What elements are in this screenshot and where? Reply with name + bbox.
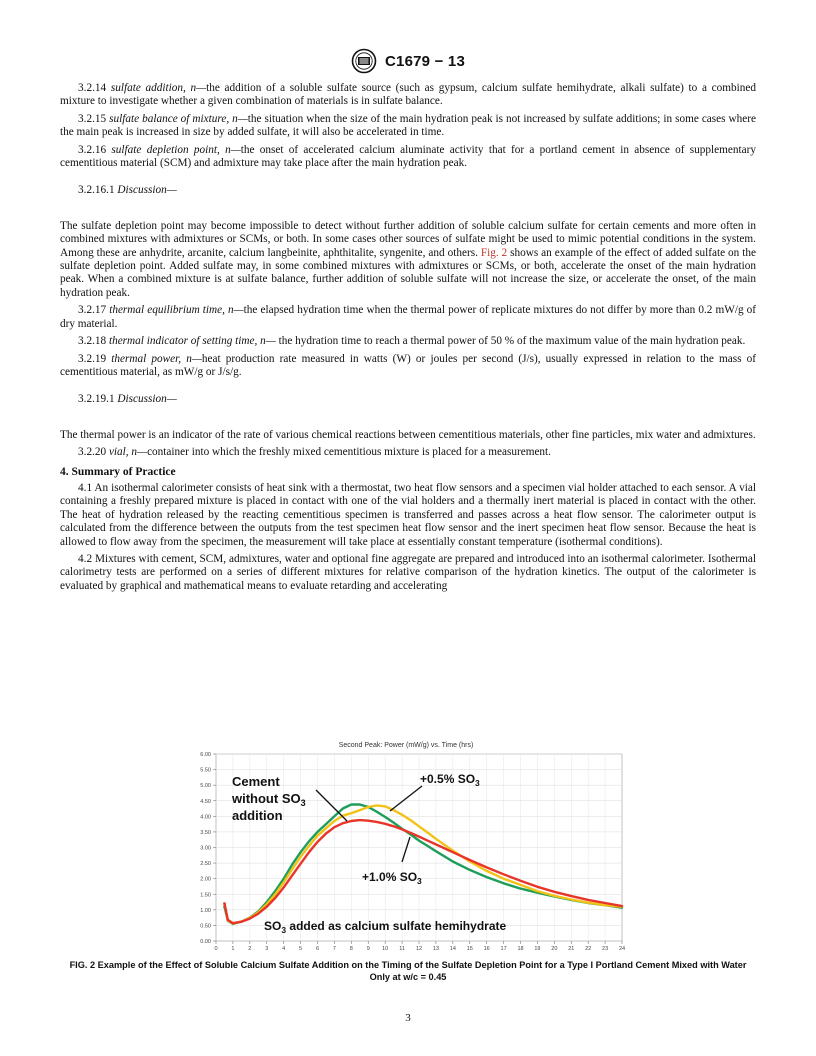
y-tick-label: 1.50 [200, 892, 211, 899]
section-3-2-16-1: 3.2.16.1 Discussion— [78, 184, 177, 197]
section-4-1: 4.1 An isothermal calorimeter consists of heat sink with a thermostat, two heat flow sensors and a specimen vial holder attached to each sensor. A vial containing a freshly prepared mixture is placed in contact with one of the vial holders and a thermally inert material is placed in contact with the other. The heat of hydration released by the reacting cementitious specimen is transferred and passes across a heat flow sensor. The calorimeter output is calculated from the difference between the outputs from the test specimen heat flow sensor and the inert specimen heat flow sensor. Because the heat is allowed to flow away from the specimen, the measurement will take place at essentially constant temperature (isothermal conditions). [60, 481, 756, 548]
x-tick-label: 14 [449, 946, 456, 952]
section-3-2-20: 3.2.20 vial, n—container into which the freshly mixed cementitious mixture is placed for a measurement. [78, 446, 551, 459]
x-tick-label: 22 [585, 946, 592, 952]
x-tick-label: 10 [382, 946, 389, 952]
annotation-cement-line-3: addition [232, 808, 283, 823]
y-tick-label: 4.00 [200, 814, 211, 821]
y-tick-label: 2.50 [200, 861, 211, 868]
figure-2-caption: FIG. 2 Example of the Effect of Soluble Calcium Sulfate Addition on the Timing of the Sulfate Depletion Point for a Type I Portland Cement Mixed with Water Only at w/c = 0.45 [69, 960, 747, 982]
x-tick-label: 24 [618, 946, 626, 952]
x-tick-label: 7 [332, 946, 336, 952]
x-tick-label: 23 [602, 946, 609, 952]
section-3-2-19: 3.2.19 thermal power, n—heat production rate measured in watts (W) or joules per second (J/s), usually expressed in relation to the mass of cementitious material, as mW/g or J/s/g. [60, 352, 757, 378]
x-tick-label: 19 [534, 946, 541, 952]
section-3-2-15: 3.2.15 sulfate balance of mixture, n—the situation when the size of the main hydration peak is not increased by sulfate additions; in some cases where the main peak is increased in size by added sulfate, it will also be accelerated in time. [60, 112, 757, 139]
x-tick-label: 12 [415, 946, 423, 952]
astm-logo-icon [351, 48, 377, 74]
page-header [0, 48, 816, 74]
y-tick-label: 5.00 [200, 783, 211, 790]
y-tick-label: 5.50 [200, 767, 211, 774]
x-tick-label: 6 [315, 946, 320, 952]
x-tick-label: 18 [517, 946, 524, 952]
x-tick-label: 8 [349, 946, 353, 952]
x-tick-label: 3 [265, 946, 269, 952]
x-tick-label: 21 [568, 946, 575, 952]
x-tick-label: 11 [399, 946, 405, 952]
paragraph-sulfate-depletion: The sulfate depletion point may become impossible to detect without further addition of soluble calcium sulfate for certain cements and more often in combined mixtures with admixtures or SCMs, or both. In some cases other sources of sulfate might be used to mimic potential conditions in the system. Among these are anhydrite, arcanite, calcium langbeinite, aphthitalite, syngenite, and others. Fig. 2 shows an example of the effect of added sulfate on the sulfate depletion point. Added sulfate may, in some combined mixtures with admixtures or SCMs, or both, accelerate the onset of the main hydration peak. When a combined mixture is at sulfate balance, further addition of soluble sulfate will not increase the size, or accelerate the onset, of the main hydration peak. [60, 219, 756, 299]
section-3-2-14: 3.2.14 sulfate addition, n—the addition of a soluble sulfate source (such as gypsum, calcium sulfate hemihydrate, alkali sulfate) to a combined mixture to investigate whether a given combination of materials is in sulfate balance. [60, 82, 757, 108]
section-3-2-18: 3.2.18 thermal indicator of setting time, n— the hydration time to reach a thermal power of 50 % of the maximum value of the main hydration peak. [78, 335, 746, 348]
figure-2-chart [176, 738, 636, 960]
document-designation: C1679 − 13 [385, 52, 465, 70]
section-3-2-16: 3.2.16 sulfate depletion point, n—the onset of accelerated calcium aluminate activity that for a portland cement in absence of supplementary cementitious material (SCM) and admixture may take place after the main hydration peak. [60, 143, 756, 170]
x-tick-label: 13 [432, 946, 439, 952]
y-tick-label: 6.00 [200, 752, 211, 758]
section-4-heading: 4. Summary of Practice [60, 465, 176, 478]
series-3-point [223, 902, 226, 905]
figure-2-link[interactable]: Fig. 2 [480, 246, 508, 259]
series-3-point [232, 922, 235, 925]
y-tick-label: 4.50 [200, 798, 211, 805]
annotation-so3-added: $SO_3$ added as calcium sulfate hemihydrate [264, 919, 507, 935]
chart-title: Second Peak: Power (mW/g) vs. Time (hrs) [338, 742, 474, 749]
y-tick-label: 0.50 [200, 923, 211, 930]
y-tick-label: 0.00 [200, 939, 211, 945]
paragraph-thermal-power: The thermal power is an indicator of the rate of various chemical reactions between cementitious materials, other fine particles, mix water and admixtures. [60, 428, 756, 441]
x-tick-label: 4 [282, 946, 286, 952]
x-tick-label: 5 [299, 946, 303, 952]
annotation-plus-1-0: +1.0% $SO_3$ [362, 870, 422, 886]
chart-svg [176, 738, 636, 960]
body-text [60, 82, 756, 597]
section-3-2-19-1: 3.2.19.1 Discussion— [78, 393, 177, 406]
x-tick-label: 9 [366, 946, 370, 952]
y-tick-label: 1.00 [200, 907, 211, 914]
annotation-cement-line-2: without $SO_3$ [232, 791, 306, 808]
y-tick-label: 2.00 [200, 876, 211, 883]
page-number: 3 [405, 1012, 411, 1024]
x-tick-label: 17 [500, 946, 507, 952]
section-4-2: 4.2 Mixtures with cement, SCM, admixtures, water and optional fine aggregate are prepared and introduced into an isothermal calorimeter. Isothermal calorimetry tests are performed on a series of different mixtures for relative comparison of the hydration kinetics. The output of the calorimeter is evaluated by graphical and mathematical means to evaluate retarding and accelerating [60, 552, 756, 592]
y-tick-label: 3.50 [200, 829, 211, 836]
section-3-2-17: 3.2.17 thermal equilibrium time, n—the elapsed hydration time when the thermal power of replicate mixtures do not differ by more than 0.2 mW/g of dry material. [60, 304, 756, 330]
x-tick-label: 2 [248, 946, 252, 952]
annotation-cement-line-1: Cement [232, 774, 280, 789]
x-tick-label: 15 [466, 946, 473, 952]
x-tick-label: 16 [483, 946, 490, 952]
x-tick-label: 20 [551, 946, 558, 952]
x-tick-label: 0 [214, 946, 218, 952]
annotation-plus-0-5: +0.5% $SO_3$ [420, 772, 480, 788]
x-tick-label: 1 [231, 946, 235, 952]
y-tick-label: 3.00 [200, 845, 211, 852]
series-3-point [227, 919, 230, 922]
